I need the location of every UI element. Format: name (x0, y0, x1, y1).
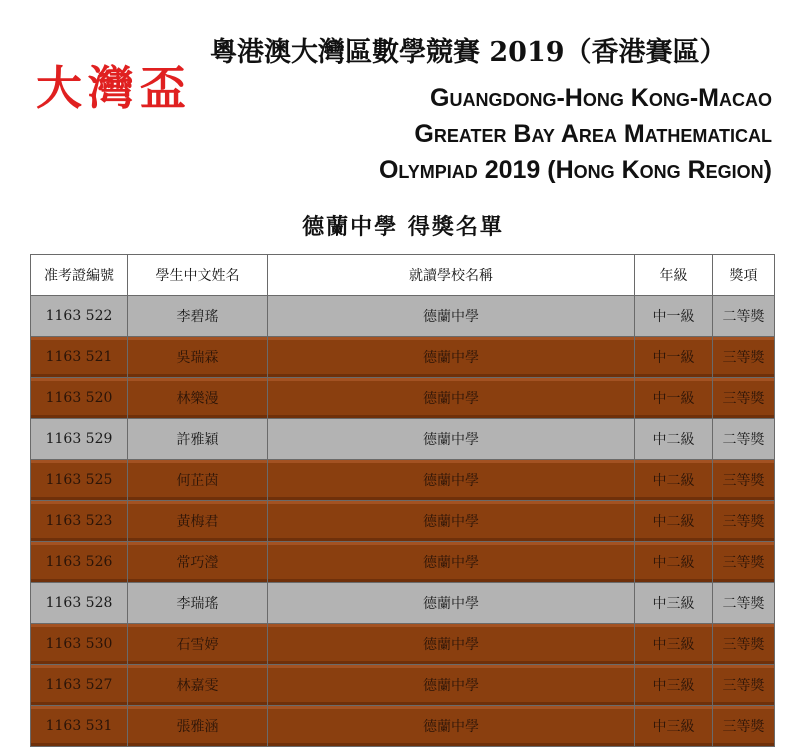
exam-id-cell: 1163 523 (31, 501, 128, 542)
column-header-student-name: 學生中文姓名 (128, 255, 268, 296)
student-name-cell: 李瑞瑤 (128, 583, 268, 624)
school-name-cell: 德蘭中學 (268, 460, 635, 501)
title-english-line-2: Greater Bay Area Mathematical (414, 120, 772, 148)
title-chinese: 粵港澳大灣區數學競賽 2019（香港賽區） (210, 37, 727, 68)
column-header-school-name: 就讀學校名稱 (268, 255, 635, 296)
title-english (252, 80, 772, 188)
grade-cell: 中三級 (635, 706, 713, 747)
student-name-cell: 李碧瑤 (128, 296, 268, 337)
award-cell: 三等獎 (713, 378, 775, 419)
exam-id-cell: 1163 530 (31, 624, 128, 665)
table-row (31, 706, 775, 747)
award-table-body (31, 296, 775, 747)
exam-id-cell: 1163 525 (31, 460, 128, 501)
award-cell: 二等獎 (713, 583, 775, 624)
exam-id-cell: 1163 528 (31, 583, 128, 624)
school-name-cell: 德蘭中學 (268, 337, 635, 378)
student-name-cell: 林樂漫 (128, 378, 268, 419)
grade-cell: 中二級 (635, 542, 713, 583)
student-name-cell: 常巧瀅 (128, 542, 268, 583)
table-row (31, 378, 775, 419)
grade-cell: 中三級 (635, 665, 713, 706)
grade-cell: 中一級 (635, 296, 713, 337)
school-name-cell: 德蘭中學 (268, 706, 635, 747)
exam-id-cell: 1163 526 (31, 542, 128, 583)
award-cell: 三等獎 (713, 501, 775, 542)
award-cell: 三等獎 (713, 460, 775, 501)
grade-cell: 中二級 (635, 419, 713, 460)
grade-cell: 中三級 (635, 583, 713, 624)
student-name-cell: 何芷茵 (128, 460, 268, 501)
student-name-cell: 黃梅君 (128, 501, 268, 542)
grade-cell: 中二級 (635, 460, 713, 501)
student-name-cell: 張雅涵 (128, 706, 268, 747)
column-header-grade: 年級 (635, 255, 713, 296)
school-name-cell: 德蘭中學 (268, 665, 635, 706)
school-name-cell: 德蘭中學 (268, 501, 635, 542)
table-header-row (31, 255, 775, 296)
grade-cell: 中三級 (635, 624, 713, 665)
exam-id-cell: 1163 520 (31, 378, 128, 419)
school-name-cell: 德蘭中學 (268, 419, 635, 460)
award-cell: 三等獎 (713, 624, 775, 665)
grade-cell: 中二級 (635, 501, 713, 542)
table-row (31, 665, 775, 706)
table-row (31, 460, 775, 501)
school-award-list-title: 德蘭中學 得獎名單 (302, 214, 504, 240)
student-name-cell: 石雪婷 (128, 624, 268, 665)
column-header-exam-id: 准考證編號 (31, 255, 128, 296)
table-row (31, 583, 775, 624)
table-row (31, 624, 775, 665)
title-english-line-3: Olympiad 2019 (Hong Kong Region) (378, 156, 772, 184)
logo: 大灣盃 (36, 61, 192, 115)
school-name-cell: 德蘭中學 (268, 296, 635, 337)
award-cell: 二等獎 (713, 296, 775, 337)
award-cell: 三等獎 (713, 665, 775, 706)
title-english-line-1: Guangdong-Hong Kong-Macao (430, 84, 772, 112)
award-table (30, 254, 775, 747)
student-name-cell: 林嘉雯 (128, 665, 268, 706)
school-name-cell: 德蘭中學 (268, 583, 635, 624)
award-cell: 三等獎 (713, 706, 775, 747)
table-row (31, 337, 775, 378)
column-header-award: 獎項 (713, 255, 775, 296)
school-name-cell: 德蘭中學 (268, 378, 635, 419)
table-row (31, 419, 775, 460)
exam-id-cell: 1163 531 (31, 706, 128, 747)
exam-id-cell: 1163 521 (31, 337, 128, 378)
award-cell: 二等獎 (713, 419, 775, 460)
table-row (31, 296, 775, 337)
award-cell: 三等獎 (713, 337, 775, 378)
award-cell: 三等獎 (713, 542, 775, 583)
exam-id-cell: 1163 522 (31, 296, 128, 337)
exam-id-cell: 1163 529 (31, 419, 128, 460)
exam-id-cell: 1163 527 (31, 665, 128, 706)
grade-cell: 中一級 (635, 378, 713, 419)
grade-cell: 中一級 (635, 337, 713, 378)
school-name-cell: 德蘭中學 (268, 624, 635, 665)
student-name-cell: 吳瑞霖 (128, 337, 268, 378)
student-name-cell: 許雅穎 (128, 419, 268, 460)
table-row (31, 501, 775, 542)
table-row (31, 542, 775, 583)
school-name-cell: 德蘭中學 (268, 542, 635, 583)
